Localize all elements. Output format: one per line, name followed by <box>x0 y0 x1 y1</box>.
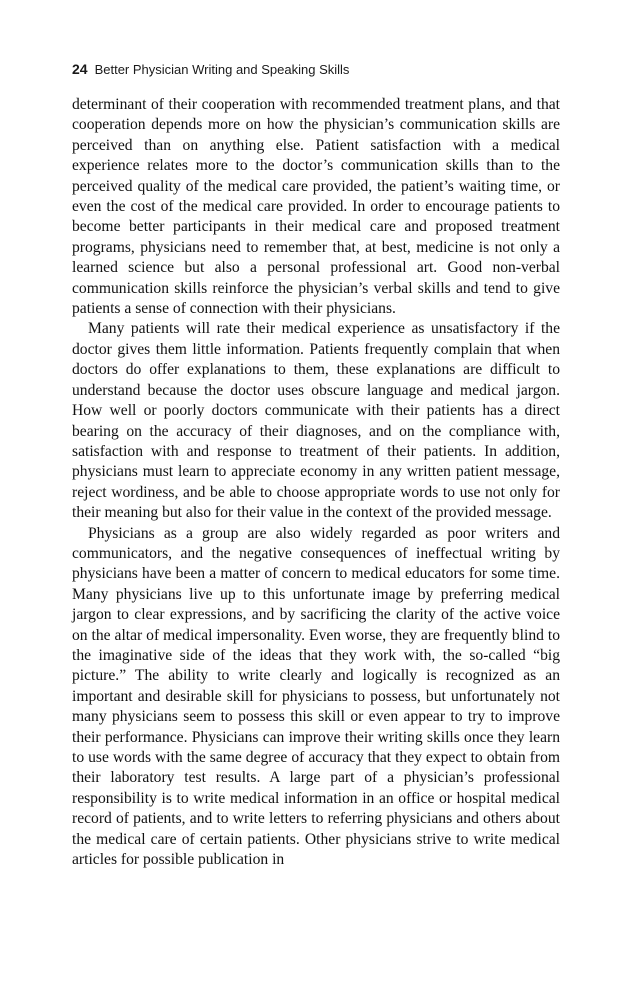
page-number: 24 <box>72 61 88 77</box>
running-title: Better Physician Writing and Speaking Skills <box>94 62 350 77</box>
paragraph: Many patients will rate their medical experience as unsatisfactory if the doctor gives them little information. Patients frequently complain that when doctors do offer explanations to them, these explanations are difficult to understand because the doctor uses obscure language and medical jargon. How well or poorly doctors communicate with their patients has a direct bearing on the accuracy of their diagnoses, and on the compliance with, satisfaction with and response to treatment of their patients. In addition, physicians must learn to appreciate economy in any written patient message, reject wordiness, and be able to choose appropriate words to use not only for their meaning but also for their value in the context of the provided message. <box>72 320 560 522</box>
running-header <box>72 59 349 79</box>
paragraph: Physicians as a group are also widely regarded as poor writers and communicators, and the negative consequences of ineffectual writing by physicians have been a matter of concern to medical educators for some time. Many physicians live up to this unfortunate image by preferring medical jargon to clear expressions, and by sacrificing the clarity of the active voice on the altar of medical impersonality. Even worse, they are frequently blind to the imaginative side of the ideas that they work with, the so-called “big picture.” The ability to write clearly and logically is recognized as an important and desirable skill for physicians to possess, but unfortunately not many physicians seem to possess this skill or even appear to try to improve their performance. Physicians can improve their writing skills once they learn to use words with the same degree of accuracy that they expect to obtain from their laboratory test results. A large part of a physician’s professional responsibility is to write medical information in an office or hospital medical record of patients, and to write letters to referring physicians and others about the medical care of certain patients. Other physicians strive to write medical articles for possible publication in <box>72 524 560 869</box>
body-text <box>72 95 560 870</box>
paragraph-continued: determinant of their cooperation with recommended treatment plans, and that cooperation depends more on how the physician’s communication skills are perceived than on anything else. Patient satisfaction with a medical experience relates more to the doctor’s communication skills than to the perceived quality of the medical care provided, the patient’s waiting time, or even the cost of the medical care provided. In order to encourage patients to become better participants in their medical care and proposed treatment programs, physicians need to remember that, at best, medicine is not only a learned science but also a personal professional art. Good non-verbal communication skills reinforce the physician’s verbal skills and tend to give patients a sense of connection with their physicians. <box>72 96 560 318</box>
